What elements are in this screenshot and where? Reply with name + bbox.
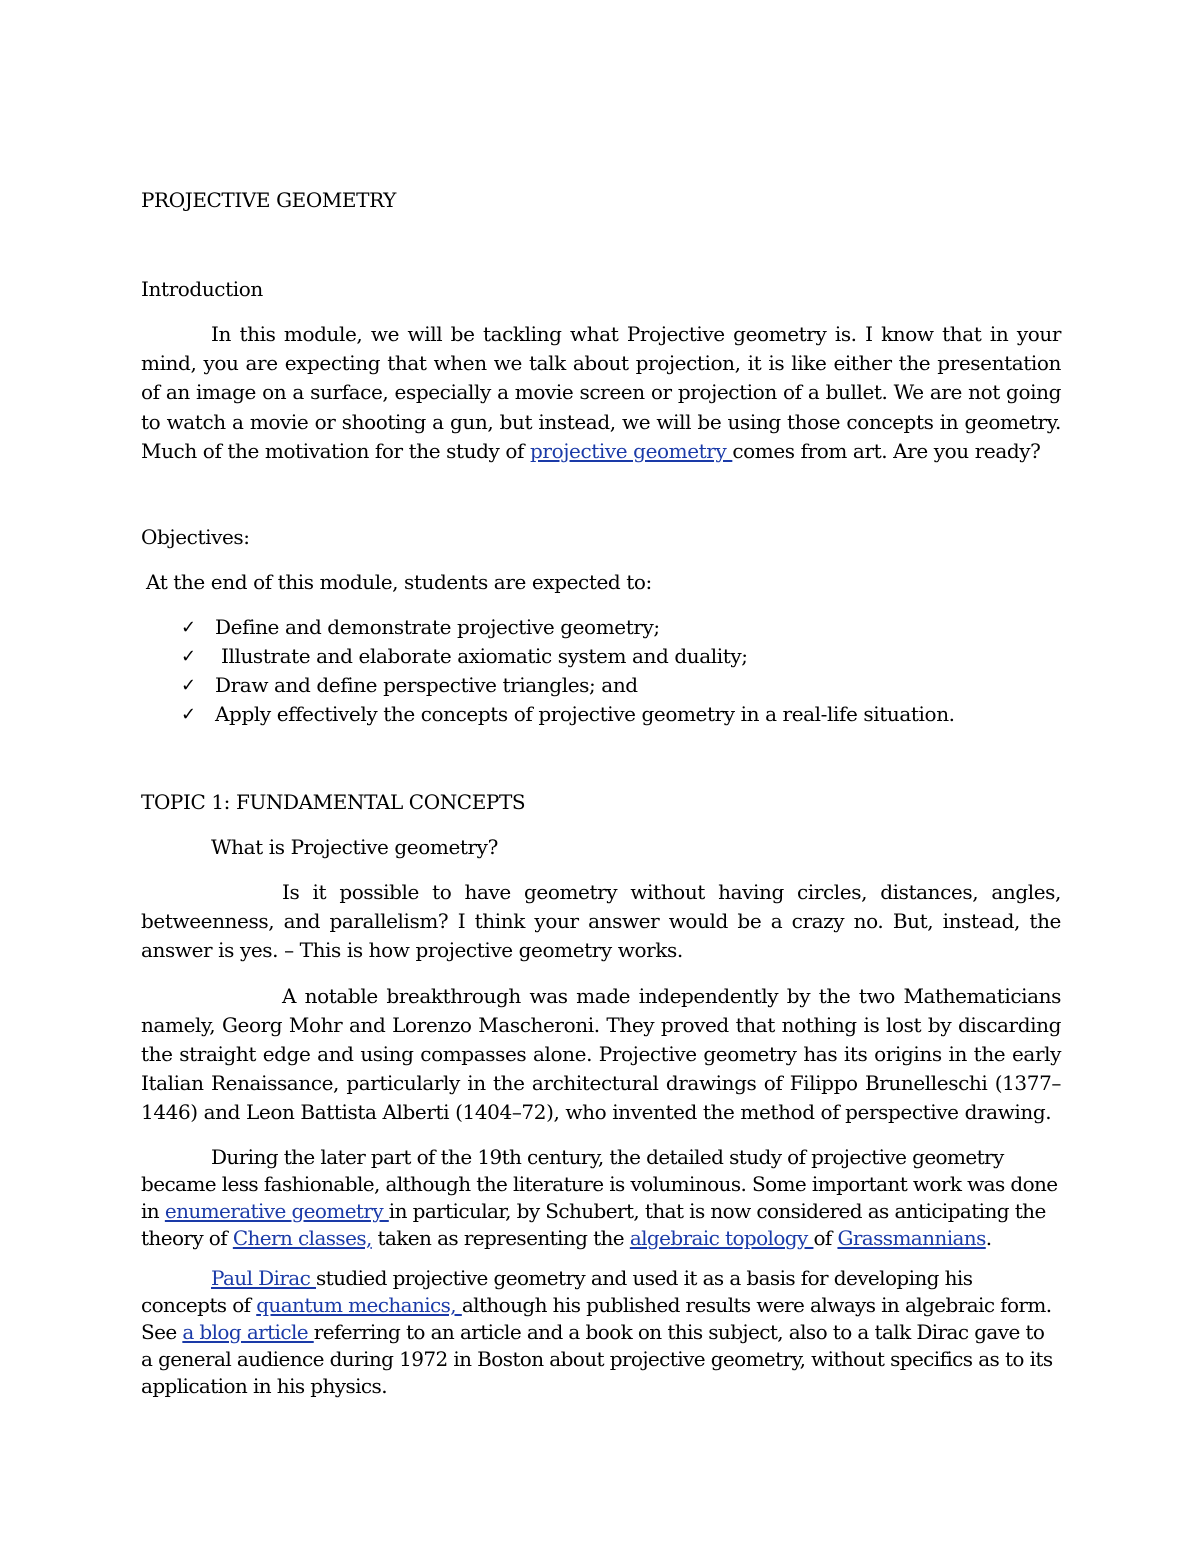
check-icon: ✓ [181, 704, 196, 726]
check-icon: ✓ [181, 617, 196, 639]
objective-item: ✓ Define and demonstrate projective geometry; [141, 613, 1061, 642]
paul-dirac-link[interactable]: Paul Dirac [211, 1265, 316, 1290]
topic-1-paragraph-3: During the later part of the 19th century, the detailed study of projective geometry became less fashionable, although the literature is voluminous. Some important work was done in enumerative geometry in particular, by Schubert, that is now considered as anticipating the theory of Chern classes, taken as representing the algebraic topology of Grassmannians. [141, 1144, 1058, 1250]
check-icon: ✓ [181, 646, 196, 668]
enumerative-geometry-link[interactable]: enumerative geometry [164, 1198, 389, 1223]
objective-item: ✓ Apply effectively the concepts of projective geometry in a real-life situation. [141, 700, 1061, 729]
objectives-heading: Objectives: [141, 525, 250, 550]
topic-1-paragraph-2: A notable breakthrough was made independently by the two Mathematicians namely, Georg Mohr and Lorenzo Mascheroni. They proved that nothing is lost by discarding the straight edge and using compasses alone. Projective geometry has its origins in the early Italian Renaissance, particularly in the architectural drawings of Filippo Brunelleschi (1377–1446) and Leon Battista Alberti (1404–72), who invented the method of perspective drawing. [141, 983, 1061, 1125]
projective-geometry-link[interactable]: projective geometry [530, 438, 733, 463]
objectives-list [141, 613, 1061, 729]
topic-1-paragraph-1: Is it possible to have geometry without having circles, distances, angles, betweenness, and parallelism? I think your answer would be a crazy no. But, instead, the answer is yes. – This is how projective geometry works. [141, 880, 1061, 963]
topic-1-paragraph-4: Paul Dirac studied projective geometry and used it as a basis for developing his concepts of quantum mechanics, although his published results were always in algebraic form. See a blog article referring to an article and a book on this subject, also to a talk Dirac gave to a general audience during 1972 in Boston about projective geometry, without specifics as to its application in his physics. [141, 1265, 1053, 1398]
document-title: PROJECTIVE GEOMETRY [141, 188, 396, 212]
objective-item: ✓ Illustrate and elaborate axiomatic system and duality; [141, 642, 1061, 671]
introduction-paragraph [141, 320, 1061, 466]
objective-item: ✓ Draw and define perspective triangles; and [141, 671, 1061, 700]
grassmannians-link[interactable]: Grassmannians [837, 1225, 986, 1250]
quantum-mechanics-link[interactable]: quantum mechanics, [256, 1292, 462, 1317]
document-page [141, 186, 1061, 1400]
topic-1-subheading: What is Projective geometry? [211, 835, 498, 860]
algebraic-topology-link[interactable]: algebraic topology [629, 1225, 814, 1250]
intro-text-end: comes from art. Are you ready? [732, 438, 1041, 463]
check-icon: ✓ [181, 675, 196, 697]
objectives-lead: At the end of this module, students are expected to: [146, 570, 652, 595]
intro-text: In this module, we will be tackling what Projective geometry is. I know that in your mind, you are expecting that when we talk about projection, it is like either the presentation of an image on a surface, especially a movie screen or projection of a bullet. We are not going to watch a movie or shooting a gun, but instead, we will be using those concepts in geometry. Much of the motivation for the study of [141, 322, 1061, 463]
topic-1-heading: TOPIC 1: FUNDAMENTAL CONCEPTS [141, 790, 526, 815]
chern-classes-link[interactable]: Chern classes, [232, 1225, 372, 1250]
introduction-heading: Introduction [141, 277, 263, 301]
blog-article-link[interactable]: a blog article [182, 1319, 314, 1344]
